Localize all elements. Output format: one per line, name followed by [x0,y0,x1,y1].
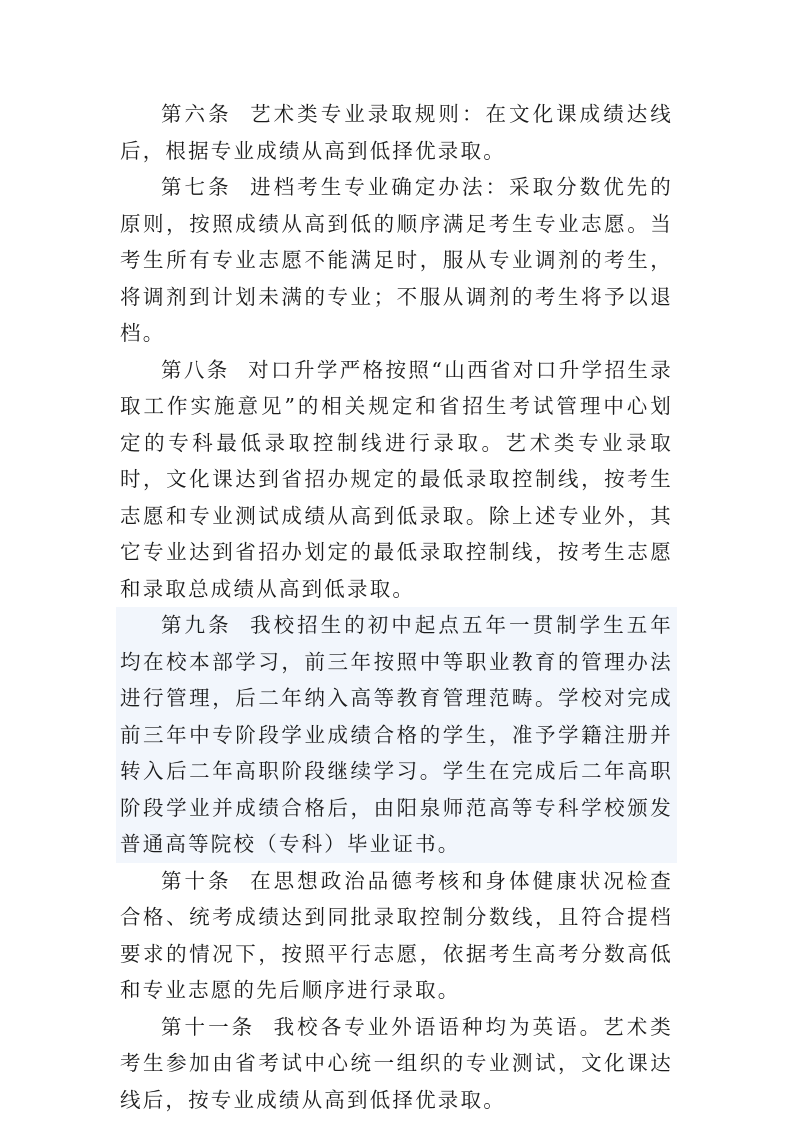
article-11-number: 第十一条 [161,1014,256,1039]
article-9-number: 第九条 [161,613,232,637]
article-11-paragraph [120,1009,673,1119]
article-6-number: 第六条 [161,102,232,126]
article-6-text: 艺术类专业录取规则：在文化课成绩达线后，根据专业成绩从高到低择优录取。 [120,102,673,163]
article-8-number: 第八条 [161,357,230,382]
article-7-text: 进档考生专业确定办法：采取分数优先的原则，按照成绩从高到低的顺序满足考生专业志愿。当考生所有专业志愿不能满足时，服从专业调剂的考生，将调剂到计划未满的专业；不服从调剂的考生将予以退档。 [120,175,673,345]
article-9-text: 我校招生的初中起点五年一贯制学生五年均在校本部学习，前三年按照中等职业教育的管理办法进行管理，后二年纳入高等教育管理范畴。学校对完成前三年中专阶段学业成绩合格的学生，准予学籍注册并转入后二年高职阶段继续学习。学生在完成后二年高职阶段学业并成绩合格后，由阳泉师范高等专科学校颁发普通高等院校（专科）毕业证书。 [120,613,673,856]
article-9-paragraph [116,607,677,863]
article-6-paragraph [120,96,673,169]
article-8-text: 对口升学严格按照“山西省对口升学招生录取工作实施意见”的相关规定和省招生考试管理中心划定的专科最低录取控制线进行录取。艺术类专业录取时，文化课达到省招办规定的最低录取控制线，按考生志愿和专业测试成绩从高到低录取。除上述专业外，其它专业达到省招办划定的最低录取控制线，按考生志愿和录取总成绩从高到低录取。 [120,357,673,601]
article-8-paragraph [120,352,673,608]
document-body [120,96,673,1118]
article-10-number: 第十条 [161,868,232,893]
article-10-text: 在思想政治品德考核和身体健康状况检查合格、统考成绩达到同批录取控制分数线，且符合提档要求的情况下，按照平行志愿，依据考生高考分数高低和专业志愿的先后顺序进行录取。 [120,868,673,1002]
article-7-number: 第七条 [161,175,232,199]
article-10-paragraph [120,863,673,1009]
article-7-paragraph [120,169,673,352]
article-11-text: 我校各专业外语语种均为英语。艺术类考生参加由省考试中心统一组织的专业测试，文化课达线后，按专业成绩从高到低择优录取。 [120,1014,673,1112]
